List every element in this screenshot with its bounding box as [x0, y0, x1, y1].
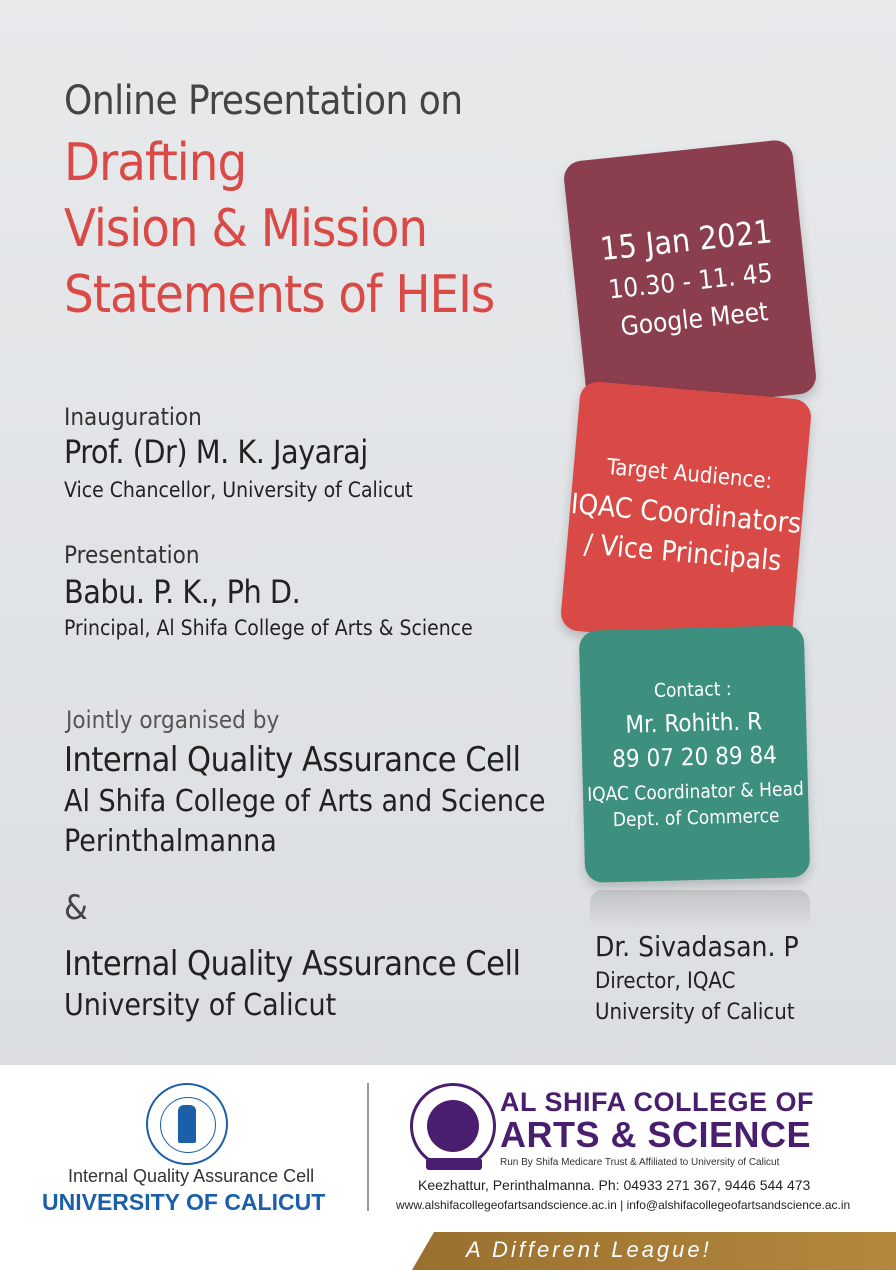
tagline-text: A Different League!: [466, 1237, 712, 1262]
college-name-line1: AL SHIFA COLLEGE OF: [500, 1087, 815, 1117]
audience-card: [560, 380, 813, 649]
college-trust: Run By Shifa Medicare Trust & Affiliated to University of Calicut: [500, 1157, 780, 1168]
director-org: University of Calicut: [595, 1000, 795, 1025]
inauguration-label: Inauguration: [64, 403, 202, 431]
college-name-line2: ARTS & SCIENCE: [500, 1114, 812, 1155]
ampersand: &: [64, 888, 88, 928]
organiser-2-line2: University of Calicut: [64, 988, 337, 1023]
event-title-line3: Statements of HEIs: [64, 265, 495, 325]
event-title-line1: Drafting: [64, 133, 247, 193]
footer-iqac-label: Internal Quality Assurance Cell: [68, 1166, 315, 1186]
event-date: 15 Jan 2021: [598, 211, 774, 268]
audience-line2: / Vice Principals: [582, 526, 783, 577]
audience-label: Target Audience:: [605, 454, 774, 494]
director-role: Director, IQAC: [595, 969, 736, 994]
presentation-label: Presentation: [64, 541, 200, 569]
inauguration-name: Prof. (Dr) M. K. Jayaraj: [64, 433, 368, 471]
director-name: Dr. Sivadasan. P: [595, 930, 799, 963]
event-venue: Google Meet: [619, 296, 770, 342]
presentation-designation: Principal, Al Shifa College of Arts & Science: [64, 616, 473, 640]
footer-divider: [367, 1083, 369, 1211]
college-web: www.alshifacollegeofartsandscience.ac.in | info@alshifacollegeofartsandscience.ac.in: [396, 1198, 851, 1212]
event-details-card: [562, 139, 817, 417]
organiser-1: [64, 738, 546, 862]
college-address: Keezhattur, Perinthalmanna. Ph: 04933 271 367, 9446 544 473: [418, 1177, 811, 1193]
audience-line1: IQAC Coordinators: [569, 486, 803, 540]
inauguration-designation: Vice Chancellor, University of Calicut: [64, 478, 413, 502]
contact-role-line2: Dept. of Commerce: [612, 804, 780, 832]
organiser-1-line1: Internal Quality Assurance Cell: [64, 740, 521, 780]
organiser-1-line3: Perinthalmanna: [64, 824, 277, 859]
director-block: [595, 930, 799, 1025]
event-title-line2: Vision & Mission: [64, 199, 428, 259]
seal-tower-icon: [178, 1105, 196, 1143]
presentation-name: Babu. P. K., Ph D.: [64, 573, 301, 611]
university-seal-icon: [146, 1083, 228, 1165]
organiser-2: [64, 942, 520, 1026]
organiser-2-line1: Internal Quality Assurance Cell: [64, 944, 521, 984]
contact-phone: 89 07 20 89 84: [611, 740, 778, 774]
card-reflection: [590, 890, 810, 930]
contact-label: Contact :: [653, 678, 732, 703]
college-logo-icon: [410, 1083, 496, 1169]
college-logo-emblem: [427, 1100, 479, 1152]
college-logo-banner: [426, 1158, 482, 1170]
contact-role-line1: IQAC Coordinator & Head: [586, 778, 805, 806]
event-title: [64, 130, 494, 328]
organisers-label: Jointly organised by: [66, 706, 280, 734]
organiser-1-line2: Al Shifa College of Arts and Science: [64, 784, 546, 819]
event-time: 10.30 - 11. 45: [606, 257, 774, 305]
footer-university-name: UNIVERSITY OF CALICUT: [42, 1189, 326, 1215]
contact-card: [579, 625, 811, 883]
pre-title: Online Presentation on: [64, 78, 463, 124]
contact-name: Mr. Rohith. R: [625, 707, 763, 739]
